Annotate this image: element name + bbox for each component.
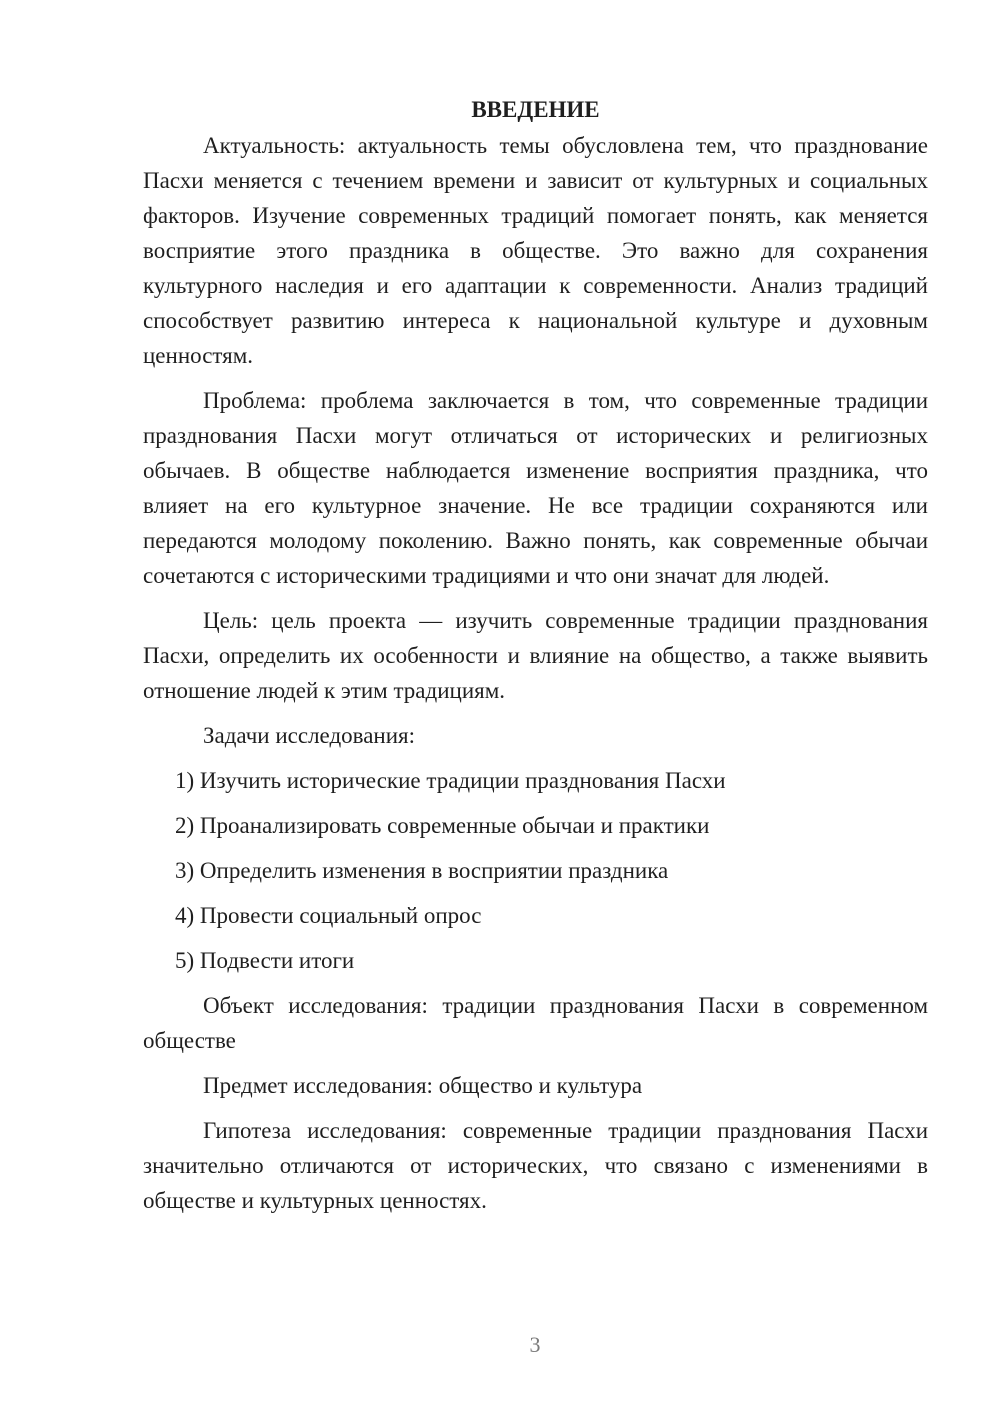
problem-paragraph: Проблема: проблема заключается в том, что современные традиции празднования Пасхи могут отличаться от исторических и религиозных обычаев. В обществе наблюдается изменение восприятия праздника, что влияет на его культурное значение. Не все традиции сохраняются или передаются молодому поколению. Важно понять, как современные обычаи сочетаются с историческими традициями и что они значат для людей. <box>143 388 928 588</box>
task-item: 3) Определить изменения в восприятии праздника <box>175 858 669 883</box>
task-item: 2) Проанализировать современные обычаи и практики <box>175 813 710 838</box>
subject-paragraph: Предмет исследования: общество и культура <box>203 1073 643 1098</box>
object-paragraph: Объект исследования: традиции празднования Пасхи в современном обществе <box>143 993 928 1053</box>
page-title: ВВЕДЕНИЕ <box>471 97 600 122</box>
page-number: 3 <box>529 1332 541 1357</box>
task-item: 5) Подвести итоги <box>175 948 355 973</box>
task-item: 4) Провести социальный опрос <box>175 903 482 928</box>
task-item: 1) Изучить исторические традиции празднования Пасхи <box>175 768 726 793</box>
goal-paragraph: Цель: цель проекта — изучить современные традиции празднования Пасхи, определить их особенности и влияние на общество, а также выявить отношение людей к этим традициям. <box>143 608 928 703</box>
tasks-heading: Задачи исследования: <box>203 723 416 748</box>
relevance-paragraph: Актуальность: актуальность темы обусловлена тем, что празднование Пасхи меняется с течением времени и зависит от культурных и социальных факторов. Изучение современных традиций помогает понять, как меняется восприятие этого праздника в обществе. Это важно для сохранения культурного наследия и его адаптации к современности. Анализ традиций способствует развитию интереса к национальной культуре и духовным ценностям. <box>143 133 928 368</box>
document-page <box>143 92 928 1228</box>
tasks-list <box>143 763 928 978</box>
hypothesis-paragraph: Гипотеза исследования: современные традиции празднования Пасхи значительно отличаются от исторических, что связано с изменениями в обществе и культурных ценностях. <box>143 1118 928 1213</box>
